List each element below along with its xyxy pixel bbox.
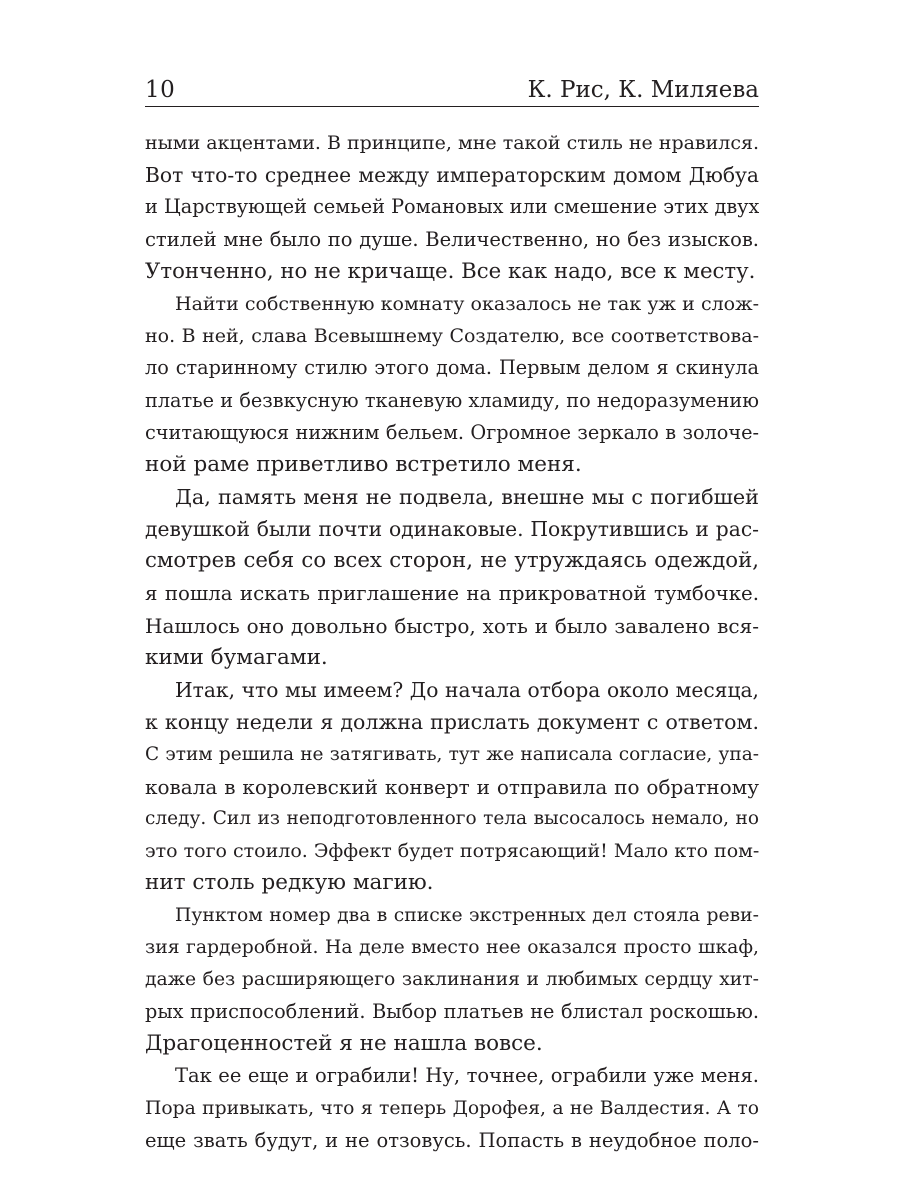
text-line: девушкой были почти одинаковые. Покрутившись и рас- bbox=[145, 517, 759, 542]
paragraph bbox=[145, 1060, 759, 1157]
page-number: 10 bbox=[145, 77, 176, 103]
text-line: Так ее еще и ограбили! Ну, точнее, ограбили уже меня. bbox=[175, 1064, 759, 1088]
paragraph bbox=[145, 900, 759, 1061]
book-page bbox=[145, 60, 759, 1157]
text-line: к концу недели я должна прислать документ с ответом. bbox=[145, 710, 759, 735]
text-line: рых приспособлений. Выбор платьев не блистал роскошью. bbox=[145, 1000, 759, 1024]
text-line: ковала в королевский конверт и отправила по обратному bbox=[145, 774, 759, 799]
text-line: кими бумагами. bbox=[145, 645, 328, 670]
body-text bbox=[145, 127, 759, 1157]
text-line: Пунктом номер два в списке экстренных дел стояла реви- bbox=[175, 904, 759, 926]
text-line: нит столь редкую магию. bbox=[145, 870, 434, 896]
text-line: ло старинному стилю этого дома. Первым делом я скинула bbox=[145, 356, 759, 380]
text-line: следу. Сил из неподготовленного тела высосалось немало, но bbox=[145, 807, 759, 829]
text-line: Утонченно, но не кричаще. Все как надо, все к месту. bbox=[145, 258, 756, 284]
text-line: Нашлось оно довольно быстро, хоть и было завалено вся- bbox=[145, 613, 759, 638]
text-line: даже без расширяющего заклинания и любимых сердцу хит- bbox=[145, 968, 759, 990]
text-line: считающуюся нижним бельем. Огромное зеркало в золоче- bbox=[145, 420, 759, 444]
text-line: Драгоценностей я не нашла вовсе. bbox=[145, 1031, 543, 1057]
text-line: зия гардеробной. На деле вместо нее оказался просто шкаф, bbox=[145, 936, 759, 958]
text-line: ной раме приветливо встретило меня. bbox=[145, 451, 582, 477]
paragraph bbox=[145, 481, 759, 674]
text-line: С этим решила не затягивать, тут же написала согласие, упа- bbox=[145, 743, 759, 765]
running-head-authors: К. Рис, К. Миляева bbox=[527, 77, 759, 103]
text-line: смотрев себя со всех сторон, не утруждаясь одеждой, bbox=[145, 548, 759, 574]
text-line: Вот что-то среднее между императорским домом Дюбуа bbox=[145, 163, 759, 188]
text-line: стилей мне было по душе. Величественно, но без изысков. bbox=[145, 227, 759, 251]
text-line: платье и безвкусную тканевую хламиду, по недоразумению bbox=[145, 388, 759, 412]
paragraph bbox=[145, 288, 759, 481]
text-line: ными акцентами. В принципе, мне такой стиль не нравился. bbox=[145, 132, 759, 154]
text-line: это того стоило. Эффект будет потрясающий! Мало кто пом- bbox=[145, 840, 759, 863]
text-line: Найти собственную комнату оказалось не так уж и слож- bbox=[175, 292, 759, 315]
text-line: Итак, что мы имеем? До начала отбора около месяца, bbox=[175, 678, 759, 703]
paragraph bbox=[145, 674, 759, 899]
text-line: и Царствующей семьей Романовых или смешение этих двух bbox=[145, 195, 759, 219]
text-line: еще звать будут, и не отзовусь. Попасть в неудобное поло- bbox=[145, 1128, 759, 1152]
paragraph bbox=[145, 127, 759, 288]
text-line: но. В ней, слава Всевышнему Создателю, все соответствова- bbox=[145, 325, 759, 348]
text-line: Пора привыкать, что я теперь Дорофея, а не Валдестия. А то bbox=[145, 1097, 759, 1119]
text-line: Да, память меня не подвела, внешне мы с погибшей bbox=[175, 485, 759, 510]
text-line: я пошла искать приглашение на прикроватной тумбочке. bbox=[145, 581, 759, 605]
running-header bbox=[145, 60, 759, 107]
